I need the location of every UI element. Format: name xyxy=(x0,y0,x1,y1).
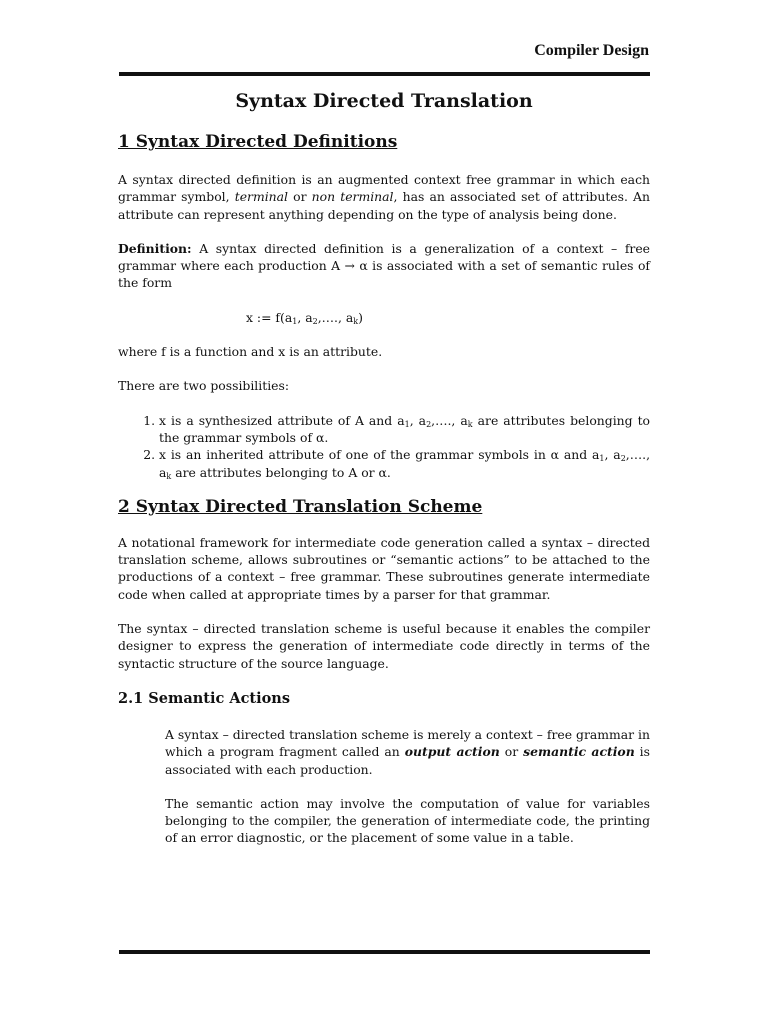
document-title: Syntax Directed Translation xyxy=(235,90,533,112)
section-2-1-paragraph-1 xyxy=(118,726,650,778)
section-2-1-heading: 2.1 Semantic Actions xyxy=(118,689,290,707)
text-run: are attributes belonging to the grammar symbols of α. xyxy=(159,412,651,445)
formula-text: ,…., a xyxy=(317,309,354,325)
subscript: 1 xyxy=(404,419,410,429)
definition-label: Definition: xyxy=(118,240,192,256)
text-run: ,…., a xyxy=(159,447,651,480)
where-line: where f is a function and x is an attribute. xyxy=(118,344,383,360)
term-output-action: output action xyxy=(404,744,500,760)
running-header: Compiler Design xyxy=(534,42,649,59)
formula-text: ) xyxy=(358,309,363,325)
list-item xyxy=(159,412,650,447)
text-run: , a xyxy=(409,412,427,428)
text-run: , a xyxy=(604,447,621,463)
formula-text: , a xyxy=(297,309,313,325)
text-run: x is an inherited attribute of one of the grammar symbols in α and a xyxy=(159,447,600,463)
term-non-terminal: non terminal xyxy=(311,189,394,205)
text-run: A syntax directed definition is an augmented context free grammar in which each grammar symbol, xyxy=(118,172,650,205)
text-run: or xyxy=(288,189,312,205)
term-semantic-action: semantic action xyxy=(523,744,635,760)
section-1-heading: 1 Syntax Directed Definitions xyxy=(118,132,398,152)
subscript: k xyxy=(353,316,359,326)
section-2-heading: 2 Syntax Directed Translation Scheme xyxy=(118,496,483,517)
text-run: A syntax – directed translation scheme is merely a context – free grammar in which a program fragment called an xyxy=(165,726,650,760)
subscript: 1 xyxy=(292,316,298,326)
section-2-paragraph-1: A notational framework for intermediate code generation called a syntax – directed translation scheme, allows subroutines or “semantic actions” to be attached to the productions of a context – free grammar. These subroutines generate intermediate code when called at appropriate times by a parser for that grammar. xyxy=(118,534,650,602)
text-run: , has an associated set of attributes. An attribute can represent anything depending on the type of analysis being done. xyxy=(118,189,650,222)
formula xyxy=(118,309,650,326)
term-terminal: terminal xyxy=(234,189,289,205)
footer-rule xyxy=(119,950,650,954)
definition-paragraph xyxy=(118,240,650,292)
subscript: k xyxy=(467,419,473,429)
possibilities-line: There are two possibilities: xyxy=(118,378,290,394)
text-run: are attributes belonging to A or α. xyxy=(171,464,391,480)
text-run: A syntax directed definition is a generalization of a context – free grammar where each production A → α is associated with a set of semantic rules of the form xyxy=(118,240,650,291)
section-2-paragraph-2: The syntax – directed translation scheme is useful because it enables the compiler designer to express the generation of intermediate code directly in terms of the syntactic structure of the source language. xyxy=(118,621,650,671)
subscript: 2 xyxy=(426,419,432,429)
text-run: x is a synthesized attribute of A and a xyxy=(159,412,405,428)
section-2-1-paragraph-2: The semantic action may involve the computation of value for variables belonging to the compiler, the generation of intermediate code, the printing of an error diagnostic, or the placement of some value in a table. xyxy=(165,795,650,846)
subscript: k xyxy=(166,471,172,481)
list-item xyxy=(159,446,650,481)
text-run: ,…., a xyxy=(431,412,468,428)
text-run: is associated with each production. xyxy=(165,744,650,777)
header-rule xyxy=(119,72,650,76)
subscript: 1 xyxy=(599,454,605,464)
page-body xyxy=(118,88,650,847)
text-run: or xyxy=(499,744,524,760)
possibilities-list xyxy=(118,412,650,481)
subscript: 2 xyxy=(620,454,626,464)
subscript: 2 xyxy=(312,316,318,326)
formula-text: x := f(a xyxy=(246,309,293,325)
section-1-paragraph-1 xyxy=(118,171,650,223)
